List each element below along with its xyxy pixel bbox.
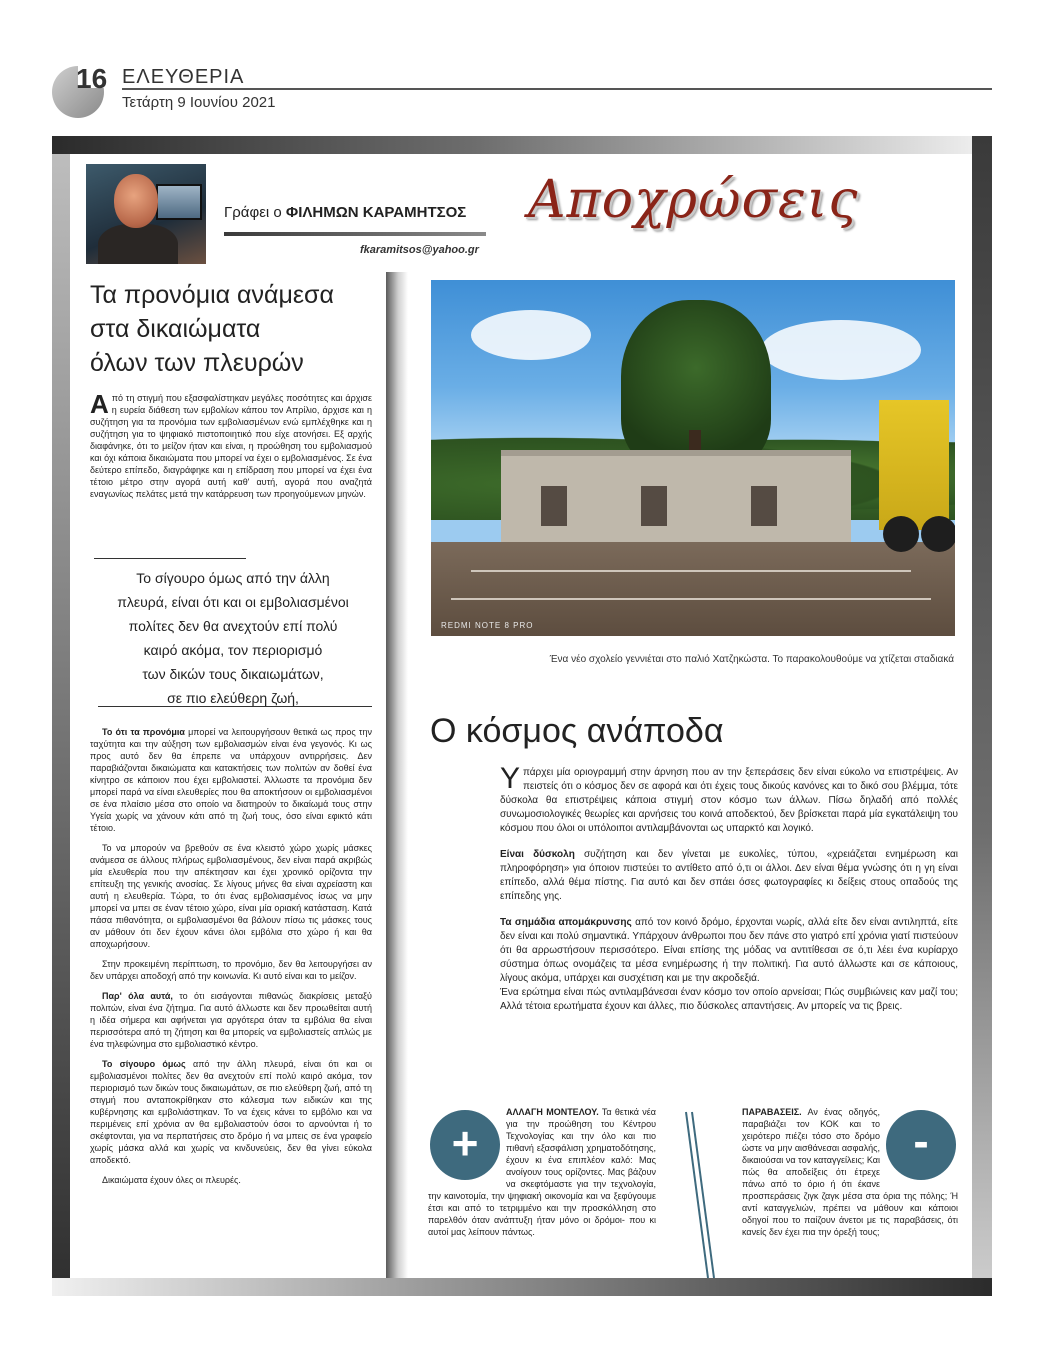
- paragraph-text: το ότι εισάγονται πιθανώς διακρίσεις μεταξύ πολιτών, είναι ένα ζήτημα. Για αυτό άλλωστε και δεν προωθείται αυτή η ιδέα σήμερα και αφήνεται για αργότερα όταν τα εμβόλια θα είναι περισσότερα από τη ζήτηση και θα μπορείς να εμβολιαστείς απλώς με ένα τηλεφώνημα στο εμβολιαστικό κέντρο.: [90, 991, 372, 1049]
- plus-icon: +: [430, 1110, 500, 1180]
- pull-quote-line: των δικών τους δικαιωμάτων,: [142, 666, 324, 682]
- author-photo-body: [98, 224, 178, 264]
- lead-in: Το σίγουρο όμως: [102, 1059, 186, 1069]
- paragraph: Ένα ερώτημα είναι πώς αντιλαμβάνεσαι έναν κόσμο τον οποίο αρνείσαι; Πώς συμβιώνεις καν μαζί του; Αλλά τέτοια ερωτήματα έχουν και άλλες, πιο δύσκολες απαντήσεις. Αν μπορείς να τις βρεις.: [500, 987, 958, 1012]
- author-email[interactable]: fkaramitsos@yahoo.gr: [360, 244, 479, 256]
- paragraph-text: συζήτηση και δεν γίνεται με ευκολίες, τύπου, «χρειάζεται ενημέρωση και πληροφόρηση» για όποιον πιστεύει το αντίθετο από ό,τι οι άλλοι. Δεν είναι θέμα γνώσης ότι η γη είναι επίπεδο, αλλά θέμα πίστης. Για αυτό και δεν σπάει όσες φωτογραφίες κι δείξεις στους οπαδούς της επίπεδης γης.: [500, 849, 958, 902]
- pull-quote-line: πλευρά, είναι ότι και οι εμβολιασμένοι: [117, 594, 349, 610]
- newspaper-name: ΕΛΕΥΘΕΡΙΑ: [122, 66, 245, 88]
- photo-building: [501, 450, 851, 550]
- intro-text: πό τη στιγμή που εξασφαλίστηκαν μεγάλες ποσότητες και άρχισε η ευρεία διάθεση των εμβολίων κάπου τον Απρίλιο, άρχισε και η συζήτηση για τα προνόμια των εμβολιασμένων ενώ εμπλέχθηκε και η συζήτηση για το ψηφιακό πιστοποιητικό που είχε ατονήσει. Εξ αρχής διαφάνηκε, ότι το μείζον ήταν και είναι, η προώθηση του εμβολιασμού και όχι κάποια δικαιώματα που μπορεί να έχει ο εμβολιασμένος. Σε ένα δεύτερο επίπεδο, διαγράφηκε και η επίδραση που μπορεί να έχει ένα τέτοιο μέτρο στην αγορά αυτή καθ' αυτή, αγορά που αναζητά εναγωνίως πελάτες μετά την κατάρρευση των προηγούμενων μηνών.: [90, 393, 372, 499]
- photo-foundation-line: [451, 598, 931, 600]
- headline-line: στα δικαιώματα: [90, 315, 261, 343]
- right-article-headline: Ο κόσμος ανάποδα: [430, 712, 724, 750]
- frame-left-bar: [52, 154, 70, 1296]
- photo-cloud: [761, 320, 921, 380]
- left-article-body: [90, 726, 372, 1194]
- pull-quote-line: Το σίγουρο όμως από την άλλη: [136, 570, 330, 586]
- lead-in: Το ότι τα προνόμια: [102, 727, 185, 737]
- pull-quote-rule-bottom: [98, 706, 372, 707]
- photo-window: [541, 486, 567, 526]
- paragraph: Δικαιώματα έχουν όλες οι πλευρές.: [102, 1175, 241, 1185]
- frame-bottom-band: [52, 1278, 992, 1296]
- photo-window: [641, 486, 667, 526]
- photo-crane-wheel: [921, 516, 955, 552]
- paragraph-text: πάρχει μία οριογραμμή στην άρνηση που αν την ξεπεράσεις δεν είναι εύκολο να επιστρέψεις. Αν πειστείς ότι ο κόσμος δεν σε αφορά και ότι έχεις τους δικούς κανόνες και το δικό σου βλέμμα, τότε δύσκολα θα επιστρέψεις κάποια στιγμή στον κόσμο των άλλων. Πίσω δηλαδή από πολλές συνωμοσιολογικές θεωρίες και αρνήσεις του κοινά αποδεκτού, δεν βρίσκεται παρά μία εγκατάλειψη του κόσμου που όλοι οι υπόλοιποι αντιλαμβάνονται ως υπαρκτό και λογικό.: [500, 767, 958, 834]
- plus-box-body: Τα θετικά νέα για την προώθηση του Κέντρου Τεχνολογίας και την όλο και πιο πιθανή εξασφάλιση χρηματοδότησης, έχουν κι ένα επιπλέον καλό: Μας ανοίγουν τους ορίζοντες. Μας βάζουν να σκεφτόμαστε για την τεχνολογία, την καινοτομία, την ψηφιακή οικονομία και να ξεφύγουμε έτσι και από το τετριμμένο και την προσκόλληση στο παρελθόν όταν ανάπτυξη ήταν μόνο οι δρόμοι- που κι αυτοί μας λείπουν πάντως.: [428, 1107, 656, 1237]
- paragraph-text: από την άλλη πλευρά, είναι ότι και οι εμβολιασμένοι πολίτες δεν θα ανεχτούν επί πολύ καιρό ακόμα, τον περιορισμό των δικών τους δικαιωμάτων, σε πιο ελεύθερη ζωή, από τη στιγμή που ανταποκρίθηκαν στο κάλεσμα των ειδικών και της κυβέρνησης και εμβολιάστηκαν. Το να έχεις κάνει το εμβόλιο και να περιμένεις επί χρόνια αν θα εμβολιαστούν όσοι το αρνούνται ή το σκέφτονται, για να περπατήσεις στο δρόμο ή να μπεις σε ένα γραφείο χωρίς μάσκα αλλά και χωρίς να κινδυνεύεις, δεν θα γίνει εύκολα αποδεκτό.: [90, 1059, 372, 1165]
- pull-quote: [98, 566, 368, 710]
- pull-quote-line: πολίτες δεν θα ανεχτούν επί πολύ: [128, 618, 338, 634]
- headline-line: Τα προνόμια ανάμεσα: [90, 281, 334, 309]
- author-photo-head: [114, 174, 158, 228]
- headline-line: όλων των πλευρών: [90, 349, 304, 377]
- author-name: ΦΙΛΗΜΩΝ ΚΑΡΑΜΗΤΣΟΣ: [285, 204, 467, 221]
- paragraph: [500, 848, 958, 904]
- header-rule: [122, 88, 992, 90]
- paragraph: Το να μπορούν να βρεθούν σε ένα κλειστό χώρο χωρίς μάσκες ανάμεσα σε άλλους πλήρως εμβολιασμένους, δεν είναι παρά ακριβώς μία ελευθερία που την απέκτησαν και έχει χρονικό ορίζοντα την επίτευξη της γενικής ανοσίας. Σε λίγους μήνες θα είναι αχρείαστη και αυτή η ελευθερία. Τώρα, το ότι ένας εμβολιασμένος ίσως να μην μπορεί να μπει σε έναν τέτοιο χώρο, είναι μία οριακή κατάσταση. Κατά πάσα πιθανότητα, οι εμβολιασμένοι θα βάλουν πίσω τις μάσκες τους αν μάθουν ότι δεν έχουν κάνει όλοι εμβόλια στο χώρο ή και θα αποχωρήσουν.: [90, 843, 372, 949]
- photo-crane-wheel: [883, 516, 919, 552]
- left-article-headline: [90, 278, 372, 380]
- left-article-intro: [90, 389, 372, 500]
- lead-in: Παρ' όλα αυτά,: [102, 991, 173, 1001]
- drop-cap: Α: [90, 389, 109, 419]
- minus-icon: -: [886, 1110, 956, 1180]
- author-photo-monitor: [156, 184, 202, 220]
- column-divider-bar: [386, 272, 408, 1278]
- author-photo: [86, 164, 206, 264]
- pull-quote-line: καιρό ακόμα, τον περιορισμό: [143, 642, 323, 658]
- right-article-body: [500, 762, 959, 1026]
- page-number: 16: [76, 63, 108, 94]
- lead-in: Είναι δύσκολη: [500, 849, 575, 860]
- page-header: [52, 62, 992, 122]
- photo-cloud: [471, 310, 591, 360]
- lead-in: Τα σημάδια απομάκρυνσης: [500, 917, 632, 928]
- paragraph: [90, 1058, 372, 1166]
- photo-caption: Ένα νέο σχολείο γεννιέται στο παλιό Χατζηκώστα. Το παρακολουθούμε να χτίζεται σταδιακά: [549, 654, 954, 665]
- construction-photo: [431, 280, 955, 636]
- byline-prefix: Γράφει ο: [224, 204, 282, 221]
- pull-quote-rule-top: [94, 558, 246, 559]
- paragraph: [90, 726, 372, 834]
- paragraph-text: από τον κοινό δρόμο, έρχονται νωρίς, αλλά είτε δεν είναι αντιληπτά, είτε δεν είναι και πολύ σημαντικά. Υπάρχουν άνθρωποι που δεν πάνε στο γιατρό επί χρόνια γιατί πιστεύουν ότι θα αρρωστήσουν περισσότερο. Είναι επίσης της μόδας να αντιτίθεσαι σε ό,τι λέει ένα κυρίαρχο σύστημα όπως ονομάζεις τα μέσα ενημέρωσης ή την πολιτική. Για αυτό άλλωστε και σε κάποιους, λίγους ακόμα, υπάρχει και συσχέτιση και με την ακροδεξιά.: [500, 917, 959, 984]
- column-title-logo: Αποχρώσεις: [528, 170, 859, 230]
- plus-box-lead: ΑΛΛΑΓΗ ΜΟΝΤΕΛΟΥ.: [506, 1107, 599, 1117]
- minus-box-body: Αν ένας οδηγός, παραβιάζει τον ΚΟΚ και το χειρότερο πιέζει τόσο στο δρόμο ώστε να μην αισθάνεσαι ασφαλής, δικαιούσαι να τον καταγγείλεις; Και πώς θα αποδείξεις ότι έτρεχε πάνω από το όριο ή ότι έκανε προσπεράσεις ζιγκ ζαγκ μέσα στα όρια της πόλης; Ή αντί καταγγελιών, πρέπει να μάθουν και κάποιοι οδηγοί που το παίζουν άνετοι με τις παραβάσεις, ότι κανείς δεν έχει πια την όρεξή τους;: [742, 1107, 958, 1237]
- issue-date: Τετάρτη 9 Ιουνίου 2021: [122, 94, 276, 111]
- drop-cap: Υ: [500, 762, 521, 795]
- slash-divider-icon: [680, 1110, 720, 1280]
- paragraph: [500, 762, 958, 836]
- pull-quote-line: σε πιο ελεύθερη ζωή,: [167, 690, 299, 706]
- photo-crane: [879, 400, 949, 530]
- paragraph: [500, 916, 958, 986]
- photo-window: [751, 486, 777, 526]
- photo-foundation-line: [471, 570, 911, 572]
- paragraph-text: μπορεί να λειτουργήσουν θετικά ως προς την ταχύτητα και την αύξηση των εμβολιασμών είναι ένα γεγονός. Κι ως προς αυτό δεν θα έπρεπε να υπάρχουν αντιρρήσεις. Δεν παραβιάζονται δικαιώματα και κατακτήσεις των πολιτών αν δοθεί ένα κίνητρο σε κάποιον που έχει εμβολιαστεί. Άλλωστε τα προνόμια δεν μπορεί παρά να είναι ελευθερίες που θα αποκτήσουν οι εμβολιασμένοι σε ένα πλαίσιο μέσα στο οποίο να διατηρούν το δικαίωμά τους στην Υγεία χωρίς να χάνουν κάτι από τη ζωή τους, όσο είναι εφικτό κάτι τέτοιο.: [90, 727, 372, 833]
- paragraph: Στην προκειμένη περίπτωση, το προνόμιο, δεν θα λειτουργήσει αν δεν υπάρχει αποδοχή από την κοινωνία. Κι αυτό είναι και το μείζον.: [90, 959, 372, 981]
- minus-box-lead: ΠΑΡΑΒΑΣΕΙΣ.: [742, 1107, 802, 1117]
- frame-top-band: [52, 136, 992, 154]
- frame-right-bar: [972, 136, 992, 1296]
- paragraph: [90, 990, 372, 1050]
- camera-watermark: REDMI NOTE 8 PRO: [441, 621, 534, 630]
- byline-rule: [224, 232, 486, 236]
- byline: [224, 204, 466, 221]
